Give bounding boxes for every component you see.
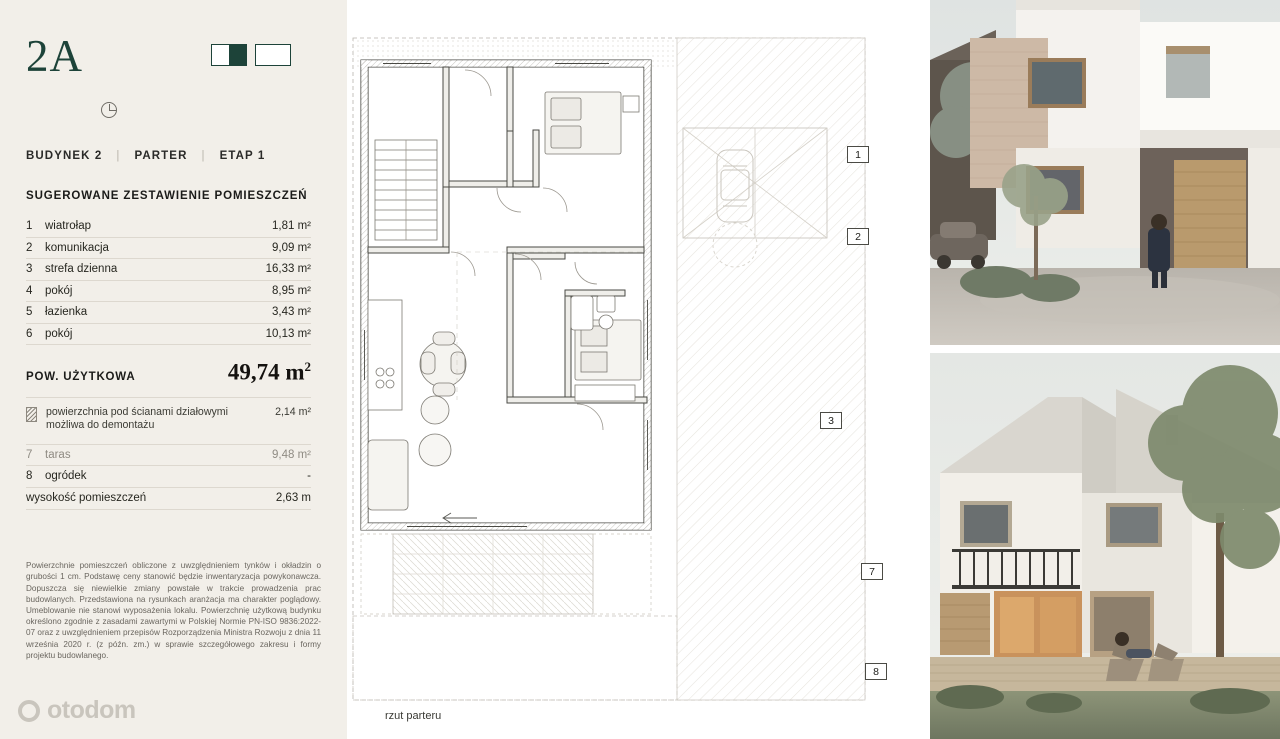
ceiling-height-row bbox=[26, 488, 311, 510]
room-area: 8,95 m² bbox=[272, 284, 311, 297]
room-name: ogródek bbox=[45, 470, 87, 483]
table-row bbox=[26, 324, 311, 346]
room-area: 9,48 m² bbox=[272, 448, 311, 461]
breadcrumb-floor: PARTER bbox=[134, 150, 188, 162]
room-name: komunikacja bbox=[45, 241, 109, 254]
room-number: 3 bbox=[26, 263, 33, 276]
unit-title: 2A bbox=[26, 31, 83, 81]
table-row bbox=[26, 302, 311, 324]
room-name: łazienka bbox=[45, 306, 88, 319]
room-number: 8 bbox=[26, 470, 33, 483]
table-row bbox=[26, 466, 311, 488]
otodom-logo-icon bbox=[18, 700, 40, 722]
room-number: 7 bbox=[26, 448, 33, 461]
room-number: 2 bbox=[26, 241, 33, 254]
room-area: 9,09 m² bbox=[272, 241, 311, 254]
total-area-value: 49,74 $m^2$ bbox=[227, 359, 311, 385]
exterior-entrance-photo bbox=[930, 0, 1280, 345]
floor-icon-ground[interactable] bbox=[211, 44, 247, 66]
breadcrumb-separator-2: | bbox=[201, 150, 206, 162]
room-name: strefa dzienna bbox=[45, 263, 118, 276]
table-row bbox=[26, 281, 311, 303]
room-marker-2: 2 bbox=[847, 228, 869, 245]
ceiling-height-label: wysokość pomieszczeń bbox=[26, 492, 147, 505]
demountable-walls-note bbox=[26, 406, 311, 445]
otodom-wordmark: otodom bbox=[47, 696, 136, 724]
room-marker-3: 3 bbox=[820, 412, 842, 429]
ceiling-height-value: 2,63 m bbox=[275, 492, 311, 505]
compass-icon bbox=[101, 102, 117, 118]
disclaimer-text: Powierzchnie pomieszczeń obliczone z uwzględnieniem tynków i okładzin o grubości 1 cm. Podstawę ceny stanowić będzie inwentaryzacja powykonawcza. Dopuszcza się niewielkie zmiany powstałe w trakcie prowadzenia prac budowlanych. Przedstawiona na rysunkach aranżacja ma charakter poglądowy. Umeblowanie nie stanowi wyposażenia lokalu. Powierzchnię użytkową budynku określono zgodnie z zasadami zawartymi w Polskiej Normie PN-ISO 9836:2022-07 oraz z uwzględnieniem przepisów Rozporządzenia Ministra Rozwoju z dnia 11 września 2020 r. (z późn. zm.) w sprawie szczegółowego zakresu i formy projektu budowlanego. bbox=[26, 561, 321, 660]
table-row bbox=[26, 216, 311, 238]
room-number: 1 bbox=[26, 220, 33, 233]
floor-icon-upper[interactable] bbox=[255, 44, 291, 66]
breadcrumb-stage: ETAP 1 bbox=[219, 150, 266, 162]
room-marker-8-lower: 8 bbox=[865, 663, 887, 680]
room-name: pokój bbox=[45, 284, 73, 297]
breadcrumb-separator-1: | bbox=[116, 150, 121, 162]
plan-caption: rzut parteru bbox=[385, 710, 442, 722]
title-row bbox=[26, 30, 321, 82]
room-area: 1,81 m² bbox=[272, 220, 311, 233]
floorplan-svg bbox=[347, 0, 930, 739]
room-name: wiatrołap bbox=[45, 220, 92, 233]
photo-column bbox=[930, 0, 1280, 739]
otodom-watermark bbox=[18, 696, 136, 725]
breadcrumb-building: BUDYNEK 2 bbox=[26, 150, 103, 162]
room-area: 16,33 m² bbox=[265, 263, 311, 276]
exterior-entrance-illustration bbox=[930, 0, 1280, 345]
room-name: pokój bbox=[45, 327, 73, 340]
breadcrumb bbox=[26, 150, 321, 162]
room-number: 5 bbox=[26, 306, 33, 319]
room-marker-7: 7 bbox=[861, 563, 883, 580]
table-row bbox=[26, 259, 311, 281]
room-name: taras bbox=[45, 448, 71, 461]
section-title: SUGEROWANE ZESTAWIENIE POMIESZCZEŃ bbox=[26, 190, 308, 202]
exterior-terrace-illustration bbox=[930, 353, 1280, 739]
room-marker-1: 1 bbox=[847, 146, 869, 163]
info-panel bbox=[0, 0, 347, 739]
floor-selector[interactable] bbox=[211, 44, 291, 66]
exterior-terrace-photo bbox=[930, 353, 1280, 739]
extra-table bbox=[26, 445, 311, 510]
demountable-walls-area: 2,14 m² bbox=[275, 405, 311, 418]
room-area: 3,43 m² bbox=[272, 306, 311, 319]
room-area: 10,13 m² bbox=[265, 327, 311, 340]
hatch-swatch-icon bbox=[26, 407, 37, 422]
room-number: 4 bbox=[26, 284, 33, 297]
room-number: 6 bbox=[26, 327, 33, 340]
table-row bbox=[26, 445, 311, 467]
room-area: - bbox=[307, 470, 311, 483]
total-area-label: POW. UŻYTKOWA bbox=[26, 370, 136, 383]
demountable-walls-text: powierzchnia pod ścianami działowymi możliwa do demontażu bbox=[46, 405, 228, 432]
room-table bbox=[26, 216, 311, 345]
table-row bbox=[26, 238, 311, 260]
floorplan-drawing bbox=[347, 0, 930, 739]
total-area-row bbox=[26, 359, 311, 398]
